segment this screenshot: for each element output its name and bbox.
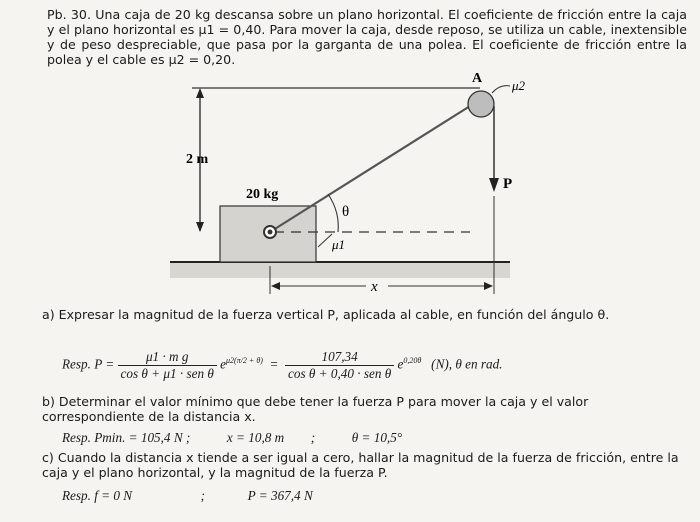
cable [270,101,478,232]
theta-arc [328,194,338,232]
answer-b-sep: ; [310,430,316,445]
height-label: 2 m [186,152,209,167]
height-arrow-bottom [196,222,204,232]
answer-a: Resp. P = $\frac{\text{μ1 · m g}}{\text{cos θ + μ1 · sen θ}}$ $e^{\mu 2(\pi/2 + \theta)}$ = $\frac{107,34}{\text{cos θ + 0,40 · sen θ}}$ $e^{0,20\theta}$ (N), θ en rad. [62,349,503,381]
answer-a-units: (N), θ en rad. [431,356,503,372]
force-label: P [503,176,513,192]
answer-b [62,430,402,446]
ground-hatch [170,262,510,278]
theta-label: θ [342,204,350,220]
pulley-diagram [170,66,540,302]
answer-c-sep: ; [200,488,206,503]
mu1-arrow [318,234,332,247]
height-arrow-top [196,88,204,98]
mass-label: 20 kg [246,187,279,202]
answer-a-exponent-1: μ2(π/2 + θ) [226,356,263,366]
point-a-label: A [472,71,483,86]
mu2-arrow [492,86,510,93]
mu2-label: μ2 [512,78,526,93]
answer-c-f: Resp. f = 0 N [62,488,133,503]
answer-a-fraction-1: $\frac{\text{μ1 · m g}}{\text{cos θ + μ1 · sen θ}}$ [118,349,217,382]
answer-b-theta: θ = 10,5° [351,430,403,445]
answer-b-x: x = 10,8 m [226,430,285,445]
force-arrow [489,178,499,192]
pulley [468,91,494,117]
answer-c [62,488,313,504]
problem-statement: Pb. 30. Una caja de 20 kg descansa sobre un plano horizontal. El coeficiente de fricción entre la caja y el plano horizontal es μ1 = 0,40. Para mover la caja, desde reposo, se utiliza un cable, inextensible y de peso despreciable, que pasa por la garganta de una polea. El coeficiente de fricción entre la polea y el cable es μ2 = 0,20. [47,7,687,67]
question-b: b) Determinar el valor mínimo que debe tener la fuerza P para mover la caja y el valor correspondiente de la distancia x. [42,394,589,424]
answer-c-p: P = 367,4 N [247,488,313,503]
answer-a-fraction-2: $\frac{107,34}{\text{cos θ + 0,40 · sen θ}}$ [285,349,394,382]
mu1-label: μ1 [332,237,346,252]
question-c: c) Cuando la distancia x tiende a ser igual a cero, hallar la magnitud de la fuerza de fricción, entre la caja y el plano horizontal, y la magnitud de la fuerza P. [42,450,679,480]
answer-b-p: Resp. Pmin. = 105,4 N ; [62,430,191,445]
distance-label: x [371,279,378,295]
answer-a-prefix: Resp. P = [62,356,115,372]
question-a: a) Expresar la magnitud de la fuerza vertical P, aplicada al cable, en función del ángulo θ. [42,307,610,322]
answer-a-exponent-2: 0,20θ [403,356,422,366]
